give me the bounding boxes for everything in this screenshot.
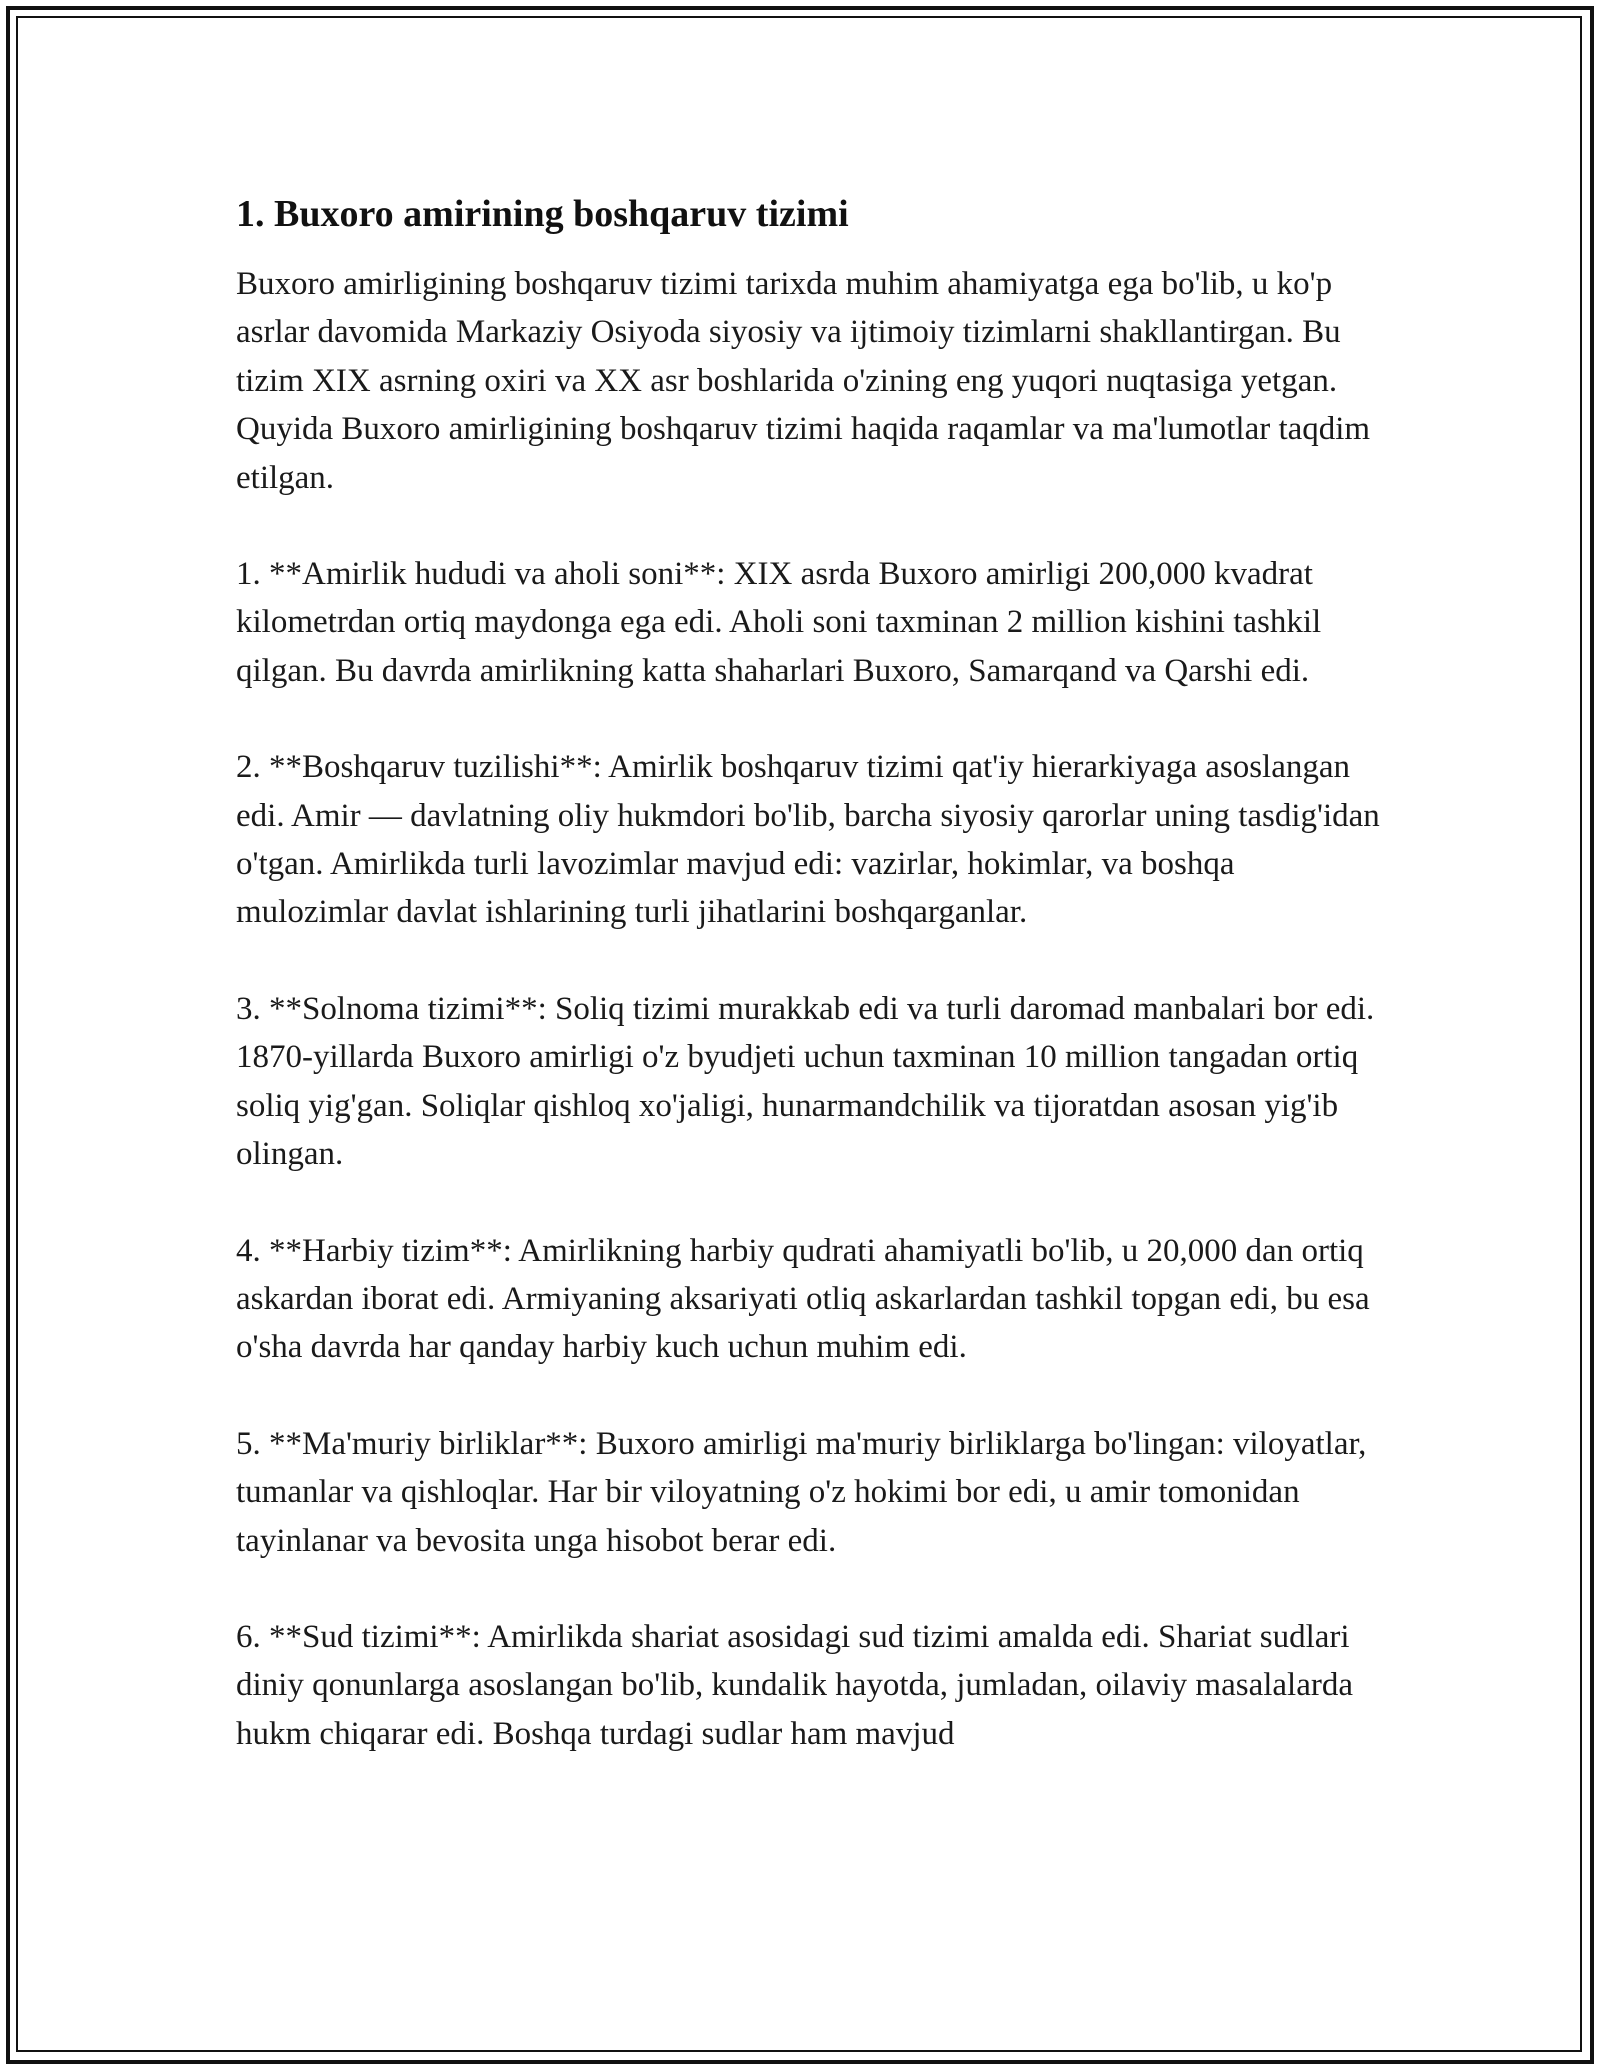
list-item: 1. **Amirlik hududi va aholi soni**: XIX asrda Buxoro amirligi 200,000 kvadrat kilometrdan ortiq maydonga ega edi. Aholi soni taxminan 2 million kishini tashkil qilgan. Bu davrda amirlikning katta shaharlari Buxoro, Samarqand va Qarshi edi.	[236, 556, 1322, 689]
document-body	[236, 186, 1386, 1806]
list-item: 3. **Solnoma tizimi**: Soliq tizimi murakkab edi va turli daromad manbalari bor edi. 1870-yillarda Buxoro amirligi o'z byudjeti uchun taxminan 10 million tangadan ortiq soliq yig'gan. Soliqlar qishloq xo'jaligi, hunarmandchilik va tijoratdan asosan yig'ib olingan.	[236, 990, 1375, 1173]
list-item: 5. **Ma'muriy birliklar**: Buxoro amirligi ma'muriy birliklarga bo'lingan: viloyatlar, tumanlar va qishloqlar. Har bir viloyatning o'z hokimi bor edi, u amir tomonidan tayinlanar va bevosita unga hisobot berar edi.	[236, 1425, 1367, 1559]
list-item: 2. **Boshqaruv tuzilishi**: Amirlik boshqaruv tizimi qat'iy hierarkiyaga asoslangan edi. Amir — davlatning oliy hukmdori bo'lib, barcha siyosiy qarorlar uning tasdig'idan o'tgan. Amirlikda turli lavozimlar mavjud edi: vazirlar, hokimlar, va boshqa mulozimlar davlat ishlarining turli jihatlarini boshqarganlar.	[236, 749, 1380, 931]
section-title: 1. Buxoro amirining boshqaruv tizimi	[236, 193, 849, 235]
list-item: 4. **Harbiy tizim**: Amirlikning harbiy qudrati ahamiyatli bo'lib, u 20,000 dan ortiq askardan iborat edi. Armiyaning aksariyati otliq askarlardan tashkil topgan edi, bu esa o'sha davrda har qanday harbiy kuch uchun muhim edi.	[236, 1232, 1370, 1366]
intro-paragraph: Buxoro amirligining boshqaruv tizimi tarixda muhim ahamiyatga ega bo'lib, u ko'p asrlar davomida Markaziy Osiyoda siyosiy va ijtimoiy tizimlarni shakllantirgan. Bu tizim XIX asrning oxiri va XX asr boshlarida o'zining eng yuqori nuqtasiga yetgan. Quyida Buxoro amirligining boshqaruv tizimi haqida raqamlar va ma'lumotlar taqdim etilgan.	[236, 266, 1371, 496]
list-item: 6. **Sud tizimi**: Amirlikda shariat asosidagi sud tizimi amalda edi. Shariat sudlari diniy qonunlarga asoslangan bo'lib, kundalik hayotda, jumladan, oilaviy masalalarda hukm chiqarar edi. Boshqa turdagi sudlar ham mavjud	[236, 1618, 1353, 1752]
